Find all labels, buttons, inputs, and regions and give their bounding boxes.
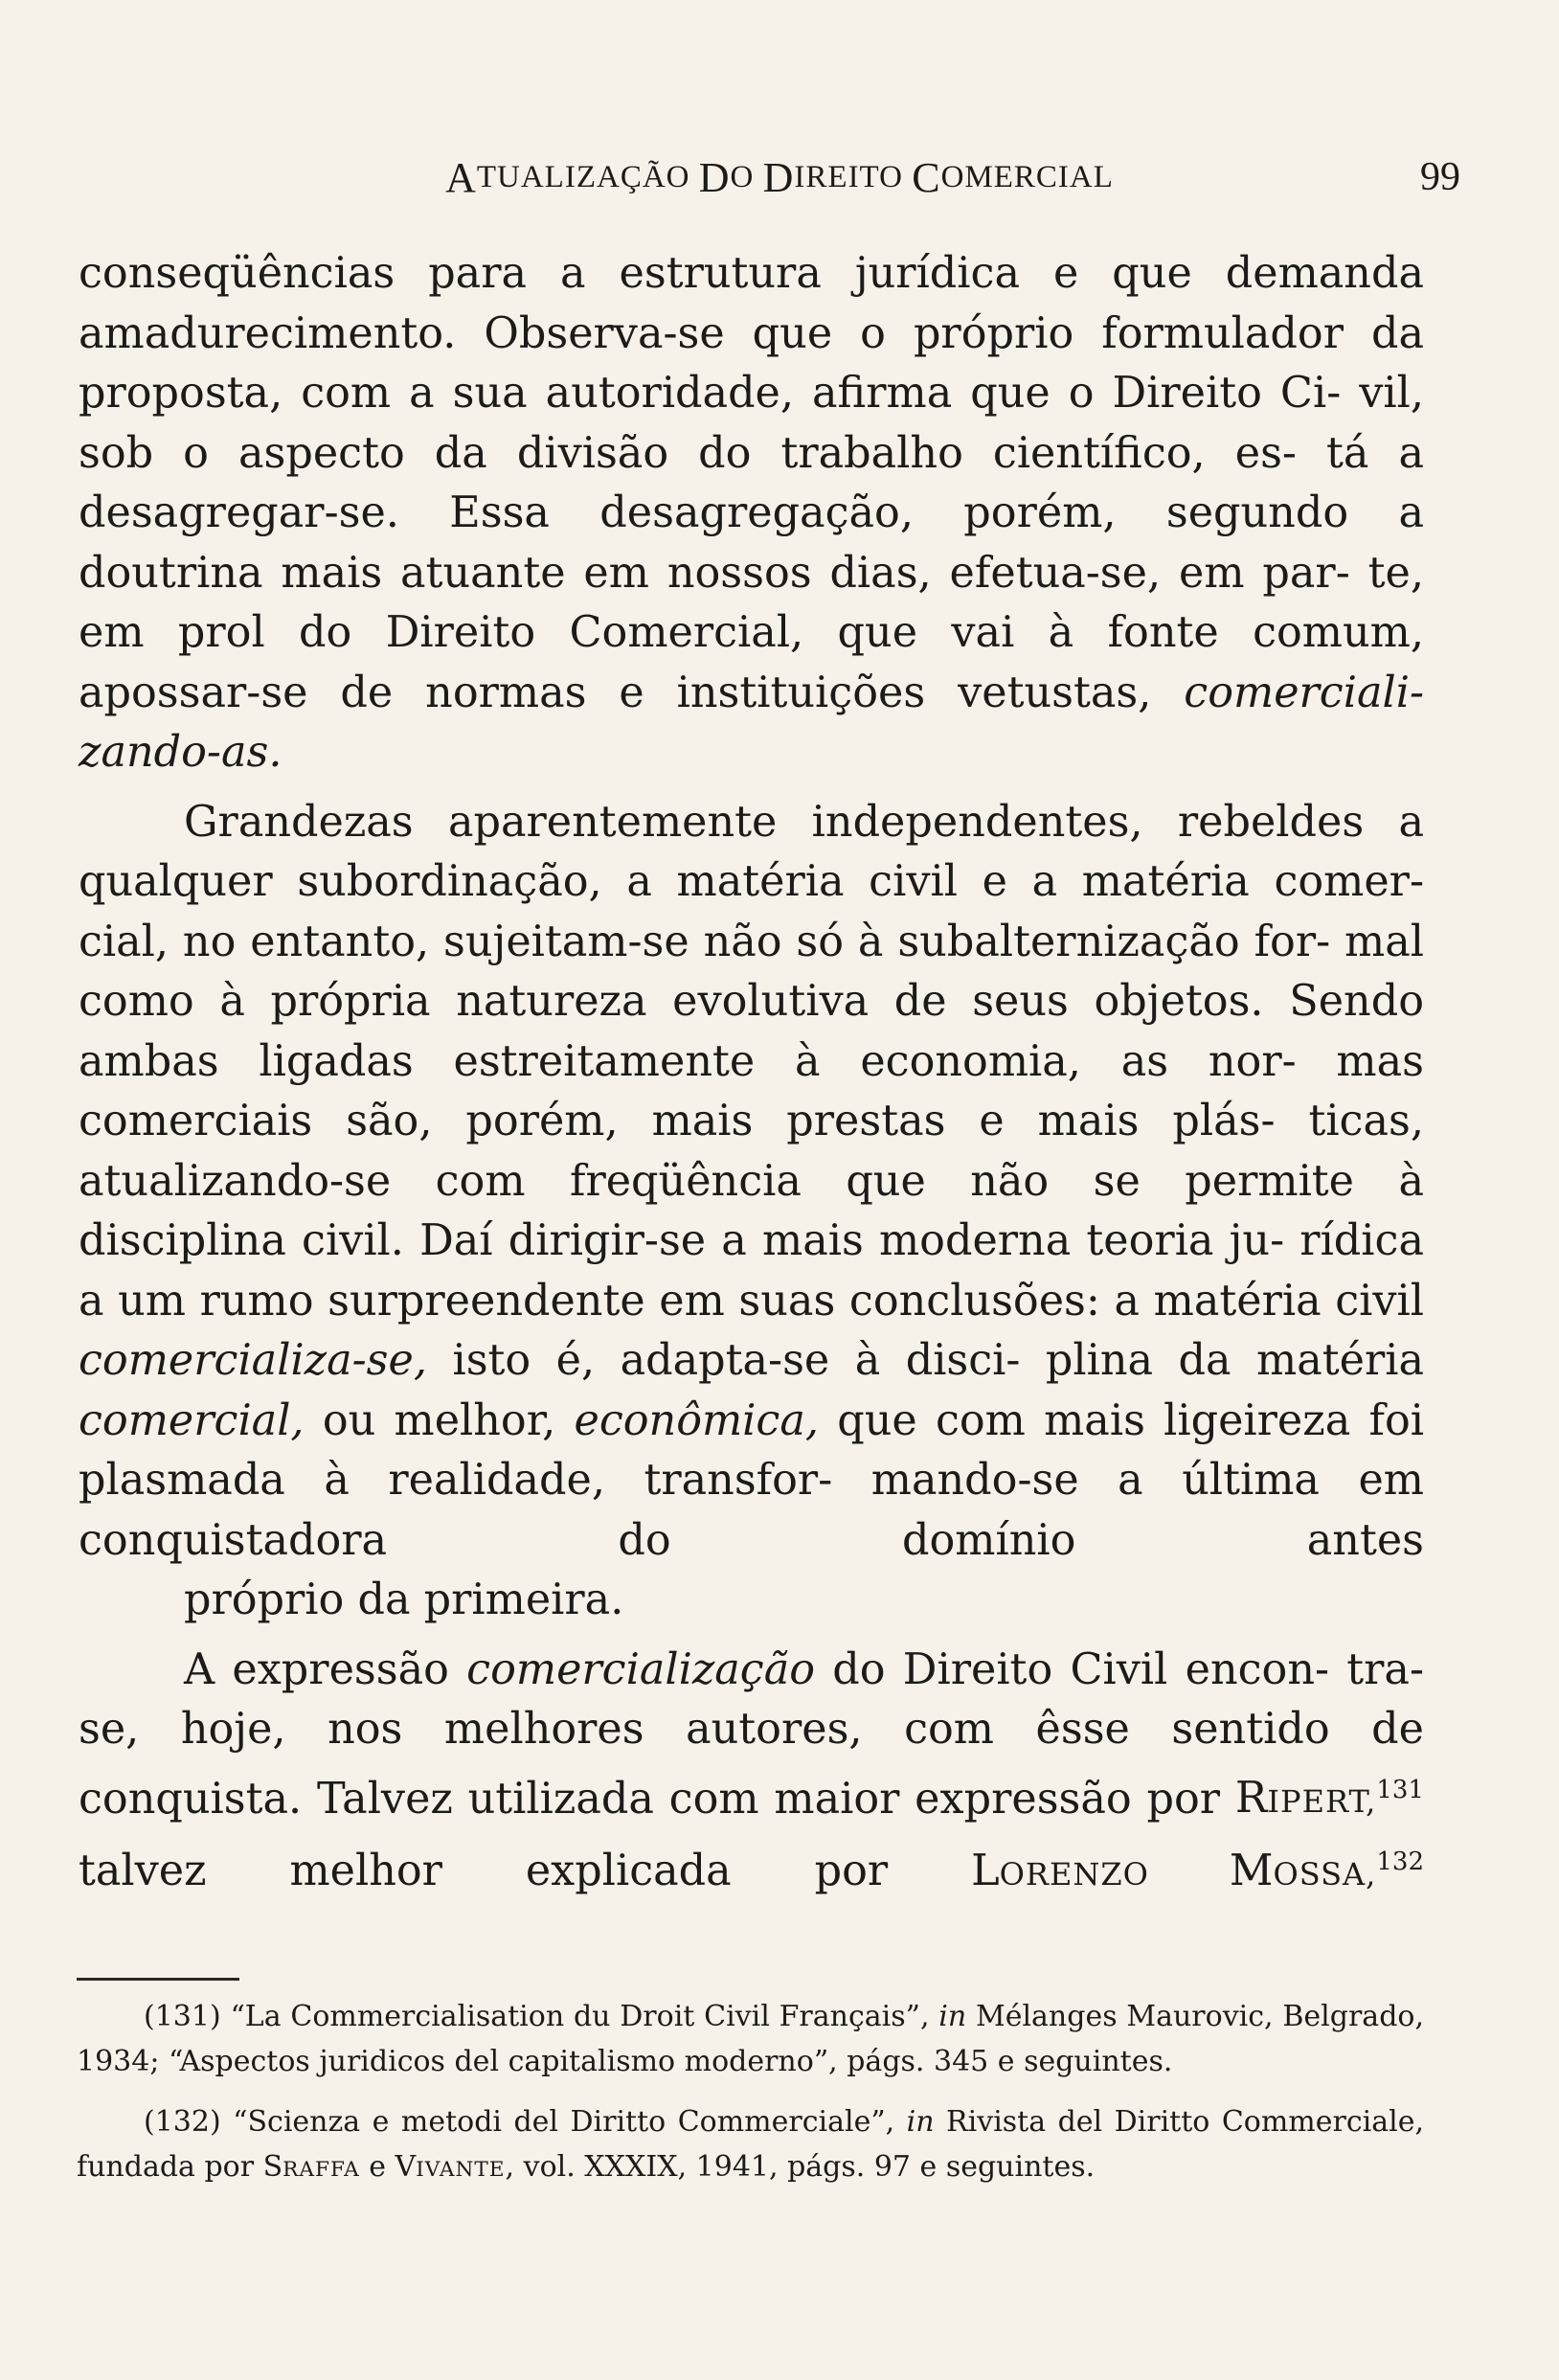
italic-term: comerciali- <box>1184 668 1424 717</box>
footnote-text: , vol. XXXIX, 1941, págs. 97 e seguintes. <box>505 2150 1096 2184</box>
footnote-text: Mélanges Maurovic, Belgrado, 1934; “Aspectos juridicos del capitalismo moderno”, págs. 345 e seguintes. <box>77 2000 1434 2078</box>
text-line: isto é, adapta-se à disci- <box>427 1336 1021 1385</box>
text-line: ou melhor, <box>304 1395 575 1445</box>
small-caps-rest: ORENZO <box>999 1855 1230 1893</box>
text-line: apossar-se de normas e instituições vetustas, <box>79 668 1185 717</box>
italic-term: in <box>906 2105 935 2139</box>
running-head-letter: A <box>445 153 477 201</box>
italic-term: comercializa-se, <box>79 1336 427 1385</box>
text-line: Grandezas aparentemente independentes, rebeldes a <box>184 797 1424 847</box>
text-line: do Direito Civil encon- <box>815 1644 1330 1694</box>
text-line: qualquer subordinação, a matéria civil e a matéria comer- <box>79 857 1424 906</box>
italic-term: econômica, <box>574 1395 820 1445</box>
paragraph-3 <box>79 1641 1438 1905</box>
text-line: cial, no entanto, sujeitam-se não só à subalternização for- <box>79 917 1331 966</box>
small-caps-rest: IVANTE <box>416 2158 506 2182</box>
footnote-132 <box>77 2099 1434 2192</box>
running-head-letter: D <box>762 153 795 201</box>
text-line: ticas, atualizando-se com freqüência que não se permite <box>79 1097 1424 1206</box>
text-line: que <box>819 1395 917 1445</box>
footnote-ref-131[interactable]: 131 <box>1376 1775 1424 1804</box>
running-head-letter: D <box>698 153 731 201</box>
running-head-text: OMERCIAL <box>940 159 1114 194</box>
small-caps-rest: OSSA, <box>1273 1855 1377 1893</box>
footnote-divider <box>77 1978 239 1981</box>
author-name <box>263 2150 360 2184</box>
footnote-131 <box>77 1994 1434 2084</box>
text-line: mas comerciais são, porém, mais prestas e mais plás- <box>79 1036 1424 1145</box>
text-line: mando-se a última em conquistadora do domínio antes <box>79 1456 1424 1565</box>
footnote-text: e <box>359 2150 395 2184</box>
text-line: amadurecimento. Observa-se que o próprio formulador da <box>79 308 1424 358</box>
running-head-text: O <box>730 159 763 194</box>
running-head-letter: C <box>912 153 941 201</box>
text-line: proposta, com a sua autoridade, afirma que o Direito Ci- <box>79 369 1342 418</box>
small-caps-initial: V <box>395 2150 417 2184</box>
footnote-number: (132) <box>144 2105 221 2139</box>
small-caps-initial: S <box>262 2150 283 2184</box>
text-line: plina da matéria <box>1045 1336 1438 1385</box>
text-line: talvez melhor explicada por <box>79 1774 1438 1895</box>
text-line: mal como à própria natureza evolutiva de seus objetos. <box>79 917 1424 1026</box>
running-head-text: IREITO <box>794 159 913 194</box>
footnote-text: “Scienza e metodi del Diritto Commerciale”, <box>220 2105 907 2139</box>
footnotes <box>77 1978 1434 2192</box>
author-name <box>395 2150 506 2184</box>
italic-term: zando-as. <box>79 728 282 777</box>
footnote-text: Rivista del Diritto Commerciale, fundada por <box>77 2105 1434 2184</box>
author-name <box>1235 1774 1377 1823</box>
paragraph-1 <box>79 244 1424 783</box>
running-head <box>77 148 1482 206</box>
page-number: 99 <box>1420 155 1460 199</box>
footnote-text: “La Commercialisation du Droit Civil Français”, <box>220 2000 939 2033</box>
text-line: doutrina mais atuante em nossos dias, efetua-se, em par- <box>79 548 1350 598</box>
italic-term: comercial, <box>79 1395 305 1445</box>
text-line: à disciplina civil. Daí dirigir-se a mais moderna teoria ju- <box>79 1156 1425 1265</box>
footnote-number: (131) <box>144 2000 221 2033</box>
text-line: conquista. Talvez utilizada com maior expressão por <box>79 1774 1221 1824</box>
text-line: te, em prol do Direito Comercial, que vai à fonte comum, <box>79 548 1424 657</box>
running-head-text: TUALIZAÇÃO <box>476 159 699 194</box>
italic-term: in <box>938 2000 967 2033</box>
text-line: A expressão <box>184 1644 467 1694</box>
paragraph-2 <box>79 793 1438 1631</box>
text-line: conseqüências para a estrutura jurídica e que demanda <box>79 249 1424 298</box>
text-line: tra-se, hoje, nos melhores autores, com êsse sentido de <box>79 1644 1424 1754</box>
small-caps-initial: L <box>971 1846 1000 1895</box>
small-caps-initial: M <box>1229 1846 1274 1895</box>
body-text <box>79 244 1438 1904</box>
footnote-ref-132[interactable]: 132 <box>1376 1847 1424 1876</box>
small-caps-rest: RAFFA <box>282 2158 360 2182</box>
author-name <box>971 1847 1376 1895</box>
text-line: Sendo ambas ligadas estreitamente à economia, as nor- <box>79 977 1424 1086</box>
text-line: próprio da primeira. <box>184 1575 624 1624</box>
text-line: matéria civil <box>1153 1276 1438 1326</box>
italic-term: comercialização <box>466 1644 816 1694</box>
text-line: rídica a um rumo surpreendente em suas conclusões: a <box>79 1216 1424 1326</box>
small-caps-initial: R <box>1234 1774 1268 1824</box>
text-line: com mais ligeireza foi plasmada à realidade, transfor- <box>79 1395 1424 1505</box>
small-caps-rest: IPERT, <box>1267 1783 1377 1821</box>
text-line: tá a desagregar-se. Essa desagregação, porém, segundo a <box>79 428 1424 537</box>
text-line: vil, sob o aspecto da divisão do trabalho científico, es- <box>79 369 1424 478</box>
